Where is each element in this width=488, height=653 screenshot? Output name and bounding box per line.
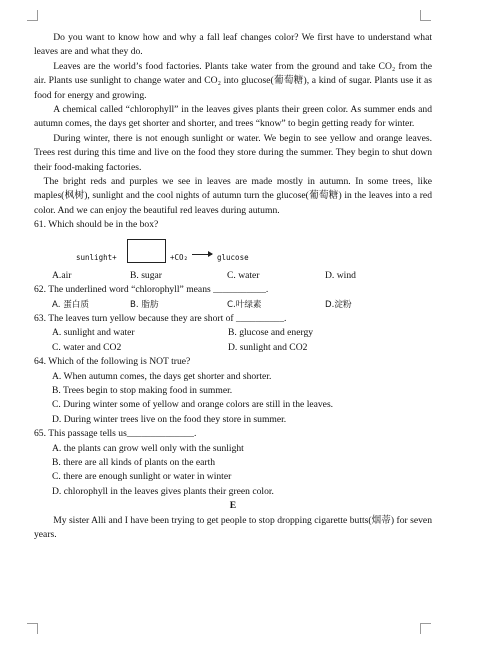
option-c: C. water and CO2 — [52, 341, 122, 353]
option-b: B. there are all kinds of plants on the earth — [52, 456, 216, 468]
option-b: B. Trees begin to stop making food in summer. — [52, 384, 233, 396]
diagram-answer-box — [127, 239, 166, 263]
section-e-paragraph: My sister Alli and I have been trying to get people to stop dropping cigarette butts(烟蒂) for seven years. — [34, 514, 432, 540]
question-63-options-row-2 — [34, 341, 432, 355]
question-65-text: 65. This passage tells us______________. — [34, 428, 197, 440]
crop-mark-bottom-left — [27, 623, 38, 634]
diagram-arrow-icon — [192, 254, 212, 255]
option-d: D. chlorophyll in the leaves gives plants their green color. — [52, 485, 274, 497]
question-62 — [34, 283, 432, 312]
option-c: C. there are enough sunlight or water in winter — [52, 471, 232, 483]
photosynthesis-diagram — [34, 237, 432, 267]
crop-mark-bottom-right — [420, 623, 431, 634]
passage-body — [34, 31, 432, 542]
paragraph-1: Do you want to know how and why a fall leaf changes color? We first have to understand what leaves are and what they do. — [34, 32, 432, 58]
question-64-text: 64. Which of the following is NOT true? — [34, 356, 191, 368]
option-a: A. When autumn comes, the days get shorter and shorter. — [52, 370, 272, 382]
option-d: D. wind — [325, 269, 356, 281]
option-a: A. 蛋白质 — [52, 299, 89, 310]
paragraph-4: During winter, there is not enough sunlight or water. We begin to see yellow and orange leaves. Trees rest during this time and live on the food they store during the summer. They begin to shut down their food-making factories. — [34, 132, 432, 173]
question-62-text: 62. The underlined word “chlorophyll” means ___________. — [34, 284, 269, 296]
option-a: A. the plants can grow well only with the sunlight — [52, 442, 244, 454]
paragraph-5: The bright reds and purples we see in leaves are made mostly in autumn. In some trees, like maples(枫树), sunlight and the cool nights of autumn turn the glucose(葡萄糖) in the leaves into a red color. And we can enjoy the beautiful red leaves during autumn. — [34, 176, 432, 216]
question-61-text: 61. Which should be in the box? — [34, 219, 159, 231]
question-64 — [34, 355, 432, 427]
section-e-heading: E — [229, 500, 237, 512]
option-b: B. 脂肪 — [130, 299, 159, 310]
option-c: C. During winter some of yellow and orange colors are still in the leaves. — [52, 399, 334, 411]
question-63-text: 63. The leaves turn yellow because they are short of __________. — [34, 312, 287, 324]
crop-mark-top-left — [27, 10, 38, 21]
question-61 — [34, 218, 432, 283]
question-65 — [34, 427, 432, 499]
paragraph-2: Leaves are the world’s food factories. Plants take water from the ground and take CO₂ from the air. Plants use sunlight to change water and CO₂ into glucose(葡萄糖), a kind of sugar. Plants use it as food for energy and growing. — [34, 60, 432, 101]
diagram-co2-label: +CO₂ — [170, 252, 189, 262]
option-c: C.叶绿素 — [227, 299, 262, 310]
option-c: C. water — [227, 269, 260, 281]
question-63-options-row-1 — [34, 326, 432, 340]
paragraph-3: A chemical called “chlorophyll” in the leaves gives plants their green color. As summer ends and autumn comes, the days get shorter and shorter, and trees “know” to begin getting ready for winter. — [34, 104, 432, 130]
option-d: D.淀粉 — [325, 299, 352, 310]
option-d: D. During winter trees live on the food they store in summer. — [52, 413, 287, 425]
question-63 — [34, 312, 432, 355]
question-62-options — [34, 298, 432, 312]
option-a: A.air — [52, 269, 72, 281]
option-b: B. sugar — [130, 269, 162, 281]
diagram-glucose-label: glucose — [217, 252, 249, 262]
question-61-options — [34, 269, 432, 283]
option-d: D. sunlight and CO2 — [228, 341, 308, 353]
crop-mark-top-right — [420, 10, 431, 21]
diagram-sunlight-label: sunlight+ — [76, 252, 117, 262]
option-b: B. glucose and energy — [228, 327, 314, 339]
option-a: A. sunlight and water — [52, 327, 135, 339]
